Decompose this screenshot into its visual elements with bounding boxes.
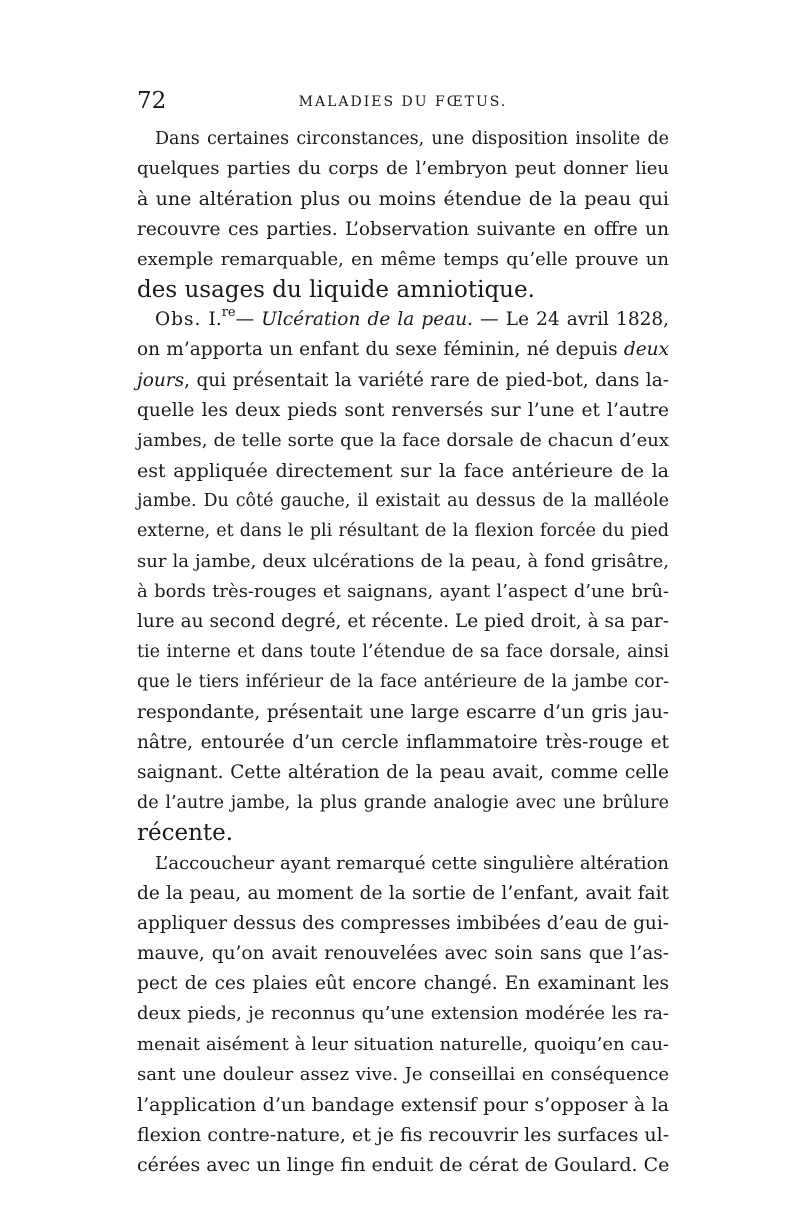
text-line: à une altération plus ou moins étendue de la peau qui: [137, 188, 669, 211]
observation-number: I.: [208, 309, 222, 331]
text-segment: , qui présentait la variété rare de pied-bot, dans la-: [184, 369, 669, 391]
text-line: flexion contre-nature, et je fis recouvrir les surfaces ul-: [137, 1124, 670, 1147]
observation-dash: —: [235, 309, 255, 331]
text-line: sur la jambe, deux ulcérations de la peau, à fond grisâtre,: [137, 550, 669, 572]
text-line: Dans certaines circonstances, une disposition insolite de: [155, 129, 669, 149]
observation-superscript: re: [221, 305, 236, 321]
text-line: l’application d’un bandage extensif pour s’opposer à la: [137, 1094, 669, 1116]
text-line: lure au second degré, et récente. Le pied droit, à sa par-: [137, 611, 669, 632]
text-line: deux pieds, je reconnus qu’une extension modérée les ra-: [137, 1003, 669, 1025]
text-line: sant une douleur assez vive. Je conseillai en conséquence: [137, 1063, 669, 1085]
text-line: menait aisément à leur situation naturelle, quoiqu’en cau-: [137, 1033, 669, 1055]
text-line: quelle les deux pieds sont renversés sur l’une et l’autre: [137, 399, 669, 421]
italic-text: deux: [623, 339, 669, 361]
text-line: de la peau, au moment de la sortie de l’enfant, avait fait: [137, 882, 669, 904]
text-line: est appliquée directement sur la face antérieure de la: [137, 460, 669, 483]
text-line: [137, 335, 669, 365]
text-line: [137, 366, 669, 396]
text-line: jambe. Du côté gauche, il existait au dessus de la malléole: [137, 491, 669, 512]
text-line: nâtre, entourée d’un cercle inflammatoire très-rouge et: [137, 731, 669, 753]
text-line: quelques parties du corps de l’embryon peut donner lieu: [137, 158, 669, 180]
text-line: des usages du liquide amniotique.: [137, 276, 535, 303]
text-line: mauve, qu’on avait renouvelées avec soin sans que l’as-: [137, 943, 669, 965]
text-line: que le tiers inférieur de la face antérieure de la jambe cor-: [137, 672, 669, 693]
text-line: exemple remarquable, en même temps qu’elle prouve un: [137, 248, 669, 270]
text-line: externe, et dans le pli résultant de la flexion forcée du pied: [137, 521, 669, 542]
page-header: [137, 86, 669, 116]
running-head: MALADIES DU FŒTUS.: [298, 94, 508, 110]
page-number: 72: [137, 88, 167, 114]
text-line: pect de ces plaies eût encore changé. En examinant les: [137, 973, 669, 995]
text-line: L’accoucheur ayant remarqué cette singulière altération: [155, 852, 669, 874]
text-line: cérées avec un linge fin enduit de cérat de Goulard. Ce: [137, 1154, 670, 1177]
text-line: saignant. Cette altération de la peau avait, comme celle: [137, 761, 669, 783]
italic-text: jours: [137, 369, 185, 391]
text-line: récente.: [137, 820, 234, 847]
text-line: à bords très-rouges et saignans, ayant l’aspect d’une brû-: [137, 580, 669, 602]
text-segment: on m’apporta un enfant du sexe féminin, né depuis: [137, 339, 618, 361]
text-line: tie interne et dans toute l’étendue de sa face dorsale, ainsi: [137, 642, 669, 663]
observation-heading-line: [137, 305, 669, 335]
observation-title: Ulcération de la peau.: [261, 309, 474, 331]
text-line: de l’autre jambe, la plus grande analogie avec une brûlure: [137, 793, 669, 814]
observation-date: — Le 24 avril 1828,: [480, 309, 670, 331]
observation-label: Obs.: [155, 309, 202, 331]
text-line: recouvre ces parties. L’observation suivante en offre un: [137, 218, 669, 240]
body-text: [137, 124, 669, 1181]
text-line: jambes, de telle sorte que la face dorsale de chacun d’eux: [137, 429, 669, 451]
text-line: appliquer dessus des compresses imbibées d’eau de gui-: [137, 912, 669, 934]
text-line: respondante, présentait une large escarre d’un gris jau-: [137, 701, 669, 723]
